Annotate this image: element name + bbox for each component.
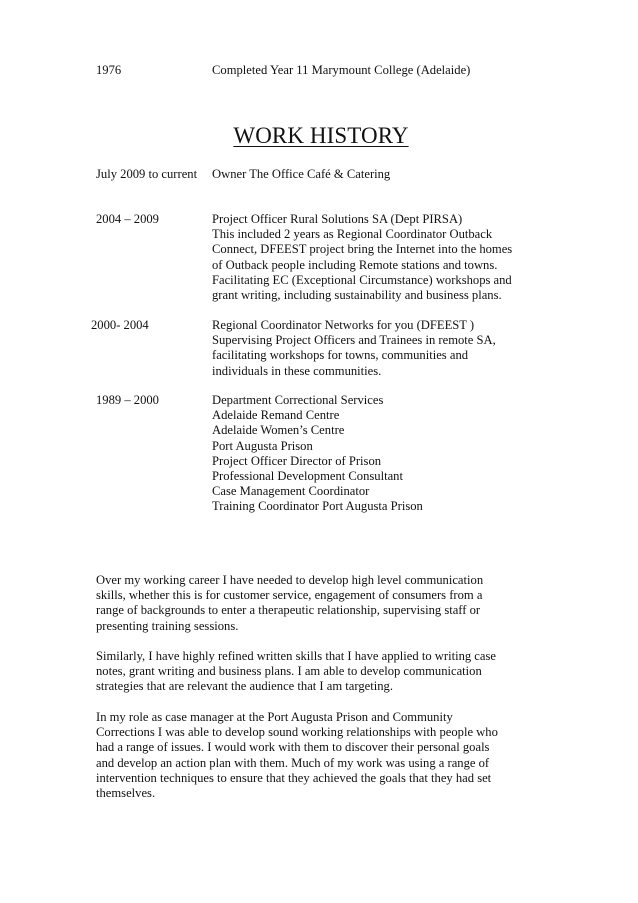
job-line: Owner The Office Café & Catering	[212, 167, 391, 181]
job-line: of Outback people including Remote stations and towns.	[212, 257, 498, 272]
job-line: Facilitating EC (Exceptional Circumstance) workshops and	[212, 272, 512, 287]
job-line: Project Officer Director of Prison	[212, 453, 382, 468]
paragraph-line: Corrections I was able to develop sound working relationships with people who	[96, 725, 498, 740]
summary-paragraph	[96, 573, 536, 634]
job-line: Connect, DFEEST project bring the Internet into the homes	[212, 242, 513, 257]
job-line: Department Correctional Services	[212, 393, 384, 407]
job-line: Adelaide Remand Centre	[212, 408, 340, 423]
work-history-heading	[0, 122, 638, 150]
job-line: Supervising Project Officers and Trainees in remote SA,	[212, 333, 496, 348]
job-line: Adelaide Women’s Centre	[212, 423, 345, 438]
job-line: Project Officer Rural Solutions SA (Dept PIRSA)	[212, 212, 463, 226]
job-line: This included 2 years as Regional Coordinator Outback	[212, 227, 493, 242]
paragraph-line: and develop an action plan with them. Much of my work was using a range of	[96, 755, 490, 770]
summary-paragraph	[96, 710, 536, 801]
job-line: Case Management Coordinator	[212, 484, 370, 499]
job-description	[212, 167, 390, 182]
page-title: WORK HISTORY	[233, 123, 409, 148]
paragraph-line: intervention techniques to ensure that they achieved the goals that they had set	[96, 770, 492, 785]
job-dates: July 2009 to current	[96, 167, 198, 181]
job-line: Regional Coordinator Networks for you (DFEEST )	[212, 318, 475, 332]
paragraph-line: strategies that are relevant the audience that I am targeting.	[96, 679, 393, 694]
education-text: Completed Year 11 Marymount College (Adelaide)	[212, 63, 471, 77]
paragraph-line: skills, whether this is for customer service, engagement of consumers from a	[96, 588, 483, 603]
job-dates: 2004 – 2009	[96, 212, 159, 226]
job-line: facilitating workshops for towns, communities and	[212, 348, 469, 363]
summary-paragraph	[96, 649, 536, 695]
job-line: individuals in these communities.	[212, 363, 382, 378]
paragraph-line: In my role as case manager at the Port Augusta Prison and Community	[96, 710, 453, 724]
job-dates: 2000- 2004	[91, 318, 149, 332]
paragraph-line: Similarly, I have highly refined written skills that I have applied to writing case	[96, 649, 496, 663]
paragraph-line: Over my working career I have needed to develop high level communication	[96, 573, 484, 587]
job-line: Professional Development Consultant	[212, 469, 403, 484]
job-description	[212, 393, 423, 515]
paragraph-line: themselves.	[96, 786, 156, 801]
job-line: Training Coordinator Port Augusta Prison	[212, 499, 423, 514]
job-description	[212, 318, 496, 379]
paragraph-line: range of backgrounds to enter a therapeutic relationship, supervising staff or	[96, 603, 481, 618]
job-line: Port Augusta Prison	[212, 438, 313, 453]
job-line: grant writing, including sustainability and business plans.	[212, 288, 502, 303]
paragraph-line: presenting training sessions.	[96, 618, 239, 633]
job-dates: 1989 – 2000	[96, 393, 159, 407]
paragraph-line: notes, grant writing and business plans. I am able to develop communication	[96, 664, 482, 679]
education-year: 1976	[96, 63, 122, 77]
paragraph-line: had a range of issues. I would work with them to discover their personal goals	[96, 740, 490, 755]
job-description	[212, 212, 512, 303]
